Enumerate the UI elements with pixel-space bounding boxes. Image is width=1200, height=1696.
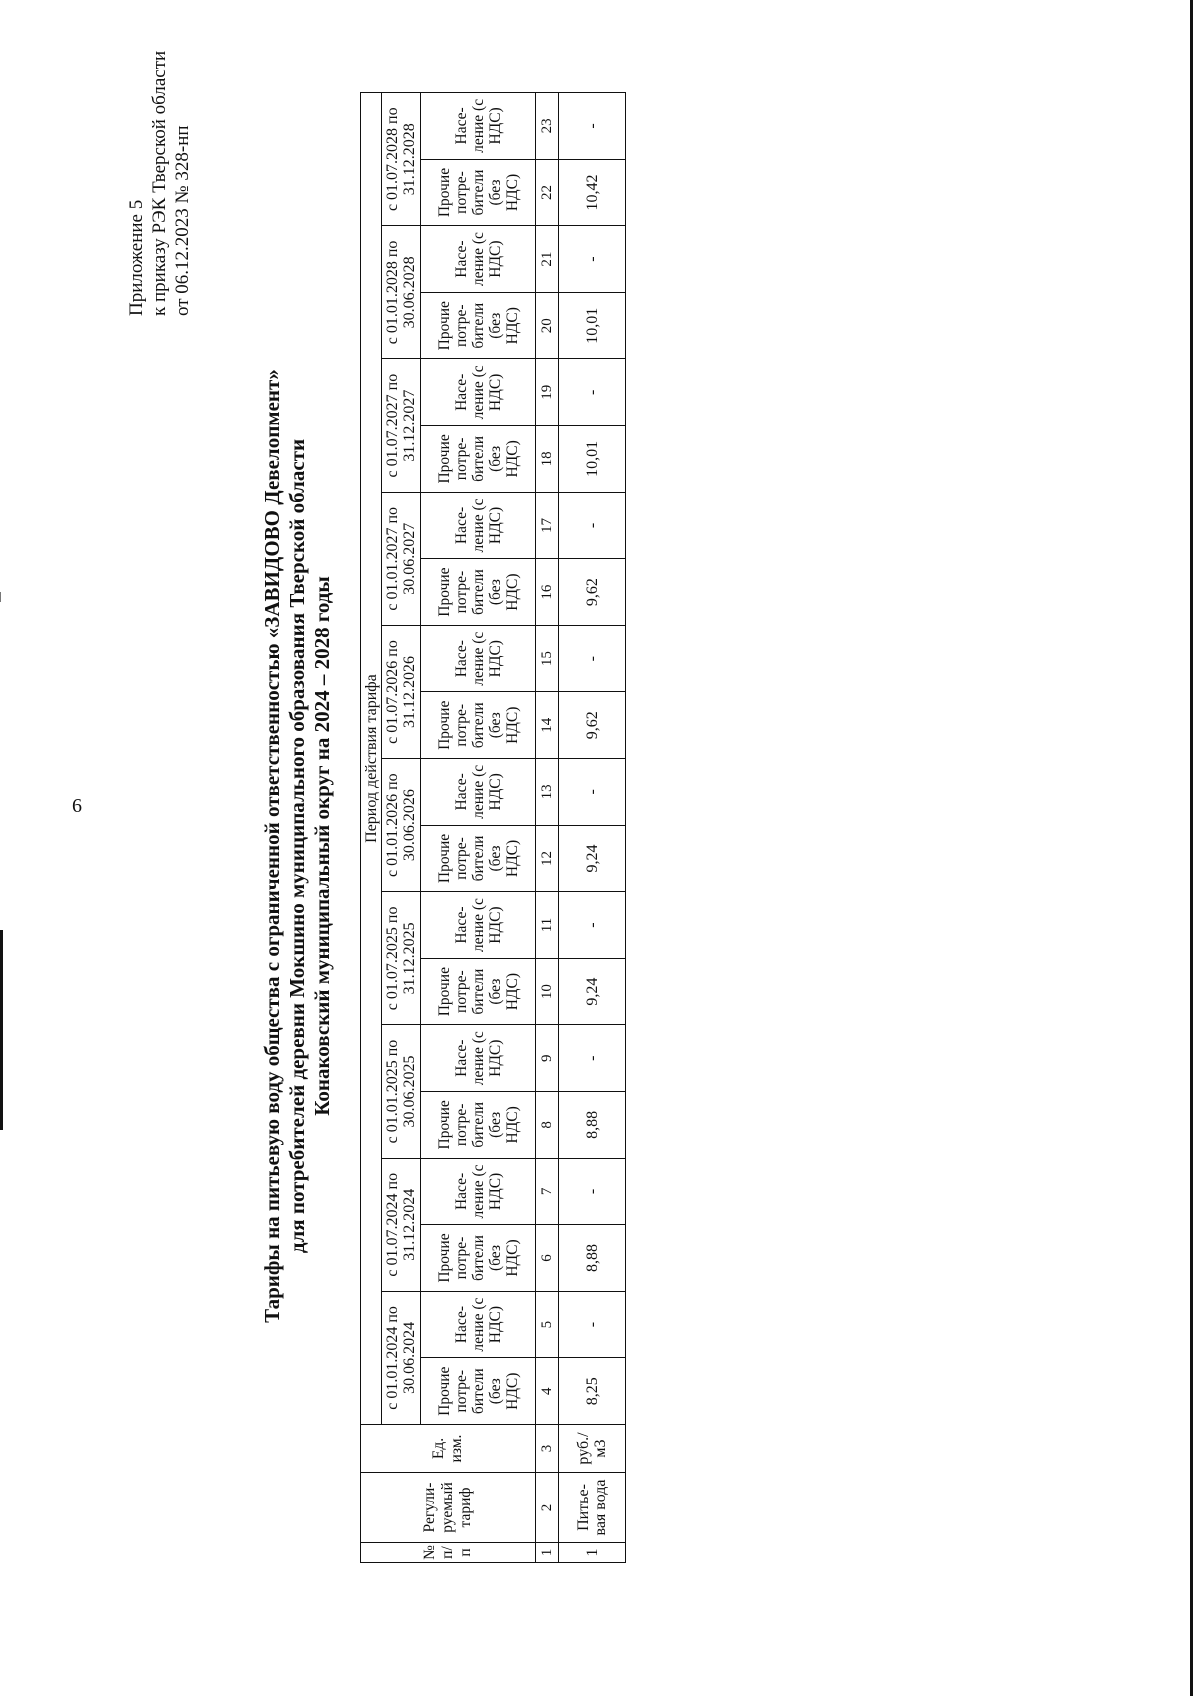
- document-title: [260, 136, 335, 1556]
- header-other-consumers: Прочие потре-бители (без НДС): [421, 958, 536, 1025]
- tariff-value-cell: 9,24: [559, 825, 626, 892]
- period-range-header: с 01.01.2028 по 30.06.2028: [382, 226, 421, 359]
- appendix-line-2: к приказу РЭК Тверской области: [149, 50, 170, 316]
- tariff-value-cell: -: [559, 1025, 626, 1092]
- column-number-cell: 19: [536, 359, 559, 426]
- column-number-cell: 5: [536, 1291, 559, 1358]
- tariff-value-cell: 10,01: [559, 426, 626, 493]
- tariff-value-cell: -: [559, 892, 626, 959]
- unit-cell: [559, 1425, 626, 1473]
- header-population: Насе-ление (с НДС): [421, 1291, 536, 1358]
- header-population: Насе-ление (с НДС): [421, 892, 536, 959]
- tariff-value-cell: 10,01: [559, 292, 626, 359]
- tariff-value-cell: 9,62: [559, 692, 626, 759]
- column-number-cell: 21: [536, 226, 559, 293]
- header-other-consumers: Прочие потре-бители (без НДС): [421, 1092, 536, 1159]
- header-unit: Ед. изм.: [361, 1425, 536, 1473]
- column-number-cell: 8: [536, 1092, 559, 1159]
- header-population: Насе-ление (с НДС): [421, 93, 536, 160]
- period-range-header: с 01.07.2028 по 31.12.2028: [382, 93, 421, 226]
- column-number-cell: 15: [536, 625, 559, 692]
- header-population: Насе-ление (с НДС): [421, 492, 536, 559]
- column-number-cell: 2: [536, 1473, 559, 1543]
- column-number-cell: 20: [536, 292, 559, 359]
- header-population: Насе-ление (с НДС): [421, 359, 536, 426]
- tariff-value-cell: -: [559, 226, 626, 293]
- header-other-consumers: Прочие потре-бители (без НДС): [421, 159, 536, 226]
- column-number-cell: 11: [536, 892, 559, 959]
- tariff-value-cell: -: [559, 1158, 626, 1225]
- column-number-cell: 3: [536, 1425, 559, 1473]
- column-number-cell: 17: [536, 492, 559, 559]
- column-number-cell: 12: [536, 825, 559, 892]
- period-range-header: с 01.01.2025 по 30.06.2025: [382, 1025, 421, 1158]
- column-number-cell: 7: [536, 1158, 559, 1225]
- header-other-consumers: Прочие потре-бители (без НДС): [421, 825, 536, 892]
- tariff-value-cell: -: [559, 759, 626, 826]
- regulated-tariff-cell: Питье-вая вода: [559, 1473, 626, 1543]
- appendix-line-1: Приложение 5: [126, 199, 147, 316]
- row-number-cell: 1: [559, 1543, 626, 1563]
- header-other-consumers: Прочие потре-бители (без НДС): [421, 692, 536, 759]
- period-range-header: с 01.07.2026 по 31.12.2026: [382, 625, 421, 758]
- header-population: Насе-ление (с НДС): [421, 1158, 536, 1225]
- tariff-value-cell: -: [559, 1291, 626, 1358]
- period-range-header: с 01.07.2027 по 31.12.2027: [382, 359, 421, 492]
- tariff-value-cell: 10,42: [559, 159, 626, 226]
- header-tariff-period: Период действия тарифа: [361, 93, 382, 1425]
- title-line-3: Конаковский муниципальный округ на 2024 – 2028 годы: [310, 576, 334, 1116]
- header-row-number: № п/п: [361, 1543, 536, 1563]
- unit-label: руб./м3: [575, 1432, 609, 1465]
- tariff-value-cell: -: [559, 359, 626, 426]
- header-other-consumers: Прочие потре-бители (без НДС): [421, 1225, 536, 1292]
- header-other-consumers: Прочие потре-бители (без НДС): [421, 559, 536, 626]
- tariff-value-cell: 8,25: [559, 1358, 626, 1425]
- appendix-line-3: от 06.12.2023 № 328-нп: [172, 125, 193, 316]
- period-range-header: с 01.07.2024 по 31.12.2024: [382, 1158, 421, 1291]
- period-range-header: с 01.07.2025 по 31.12.2025: [382, 892, 421, 1025]
- column-number-cell: 16: [536, 559, 559, 626]
- header-regulated-tariff: Регули-руемый тариф: [361, 1473, 536, 1543]
- tariff-value-cell: -: [559, 625, 626, 692]
- column-number-cell: 14: [536, 692, 559, 759]
- header-other-consumers: Прочие потре-бители (без НДС): [421, 426, 536, 493]
- header-population: Насе-ление (с НДС): [421, 1025, 536, 1092]
- column-number-cell: 1: [536, 1543, 559, 1563]
- tariff-value-cell: -: [559, 492, 626, 559]
- title-line-2: для потребителей деревни Мокшино муниципального образования Тверской области: [285, 438, 309, 1254]
- header-population: Насе-ление (с НДС): [421, 226, 536, 293]
- column-number-cell: 13: [536, 759, 559, 826]
- tariff-value-cell: 9,62: [559, 559, 626, 626]
- header-other-consumers: Прочие потре-бители (без НДС): [421, 292, 536, 359]
- column-number-cell: 22: [536, 159, 559, 226]
- period-range-header: с 01.01.2026 по 30.06.2026: [382, 759, 421, 892]
- column-number-cell: 18: [536, 426, 559, 493]
- header-population: Насе-ление (с НДС): [421, 759, 536, 826]
- header-population: Насе-ление (с НДС): [421, 625, 536, 692]
- tariff-value-cell: 8,88: [559, 1225, 626, 1292]
- header-other-consumers: Прочие потре-бители (без НДС): [421, 1358, 536, 1425]
- column-number-cell: 4: [536, 1358, 559, 1425]
- appendix-note: [125, 51, 194, 316]
- tariff-value-cell: 8,88: [559, 1092, 626, 1159]
- column-number-cell: 9: [536, 1025, 559, 1092]
- period-range-header: с 01.01.2027 по 30.06.2027: [382, 492, 421, 625]
- title-line-1: Тарифы на питьевую воду общества с ограниченной ответственностью «ЗАВИДОВО Девелопмент»: [260, 369, 284, 1323]
- column-number-cell: 23: [536, 93, 559, 160]
- tariff-table: [360, 92, 626, 1563]
- period-range-header: с 01.01.2024 по 30.06.2024: [382, 1291, 421, 1424]
- column-number-cell: 6: [536, 1225, 559, 1292]
- column-number-cell: 10: [536, 958, 559, 1025]
- tariff-value-cell: 9,24: [559, 958, 626, 1025]
- page-number: 6: [72, 795, 82, 817]
- tariff-value-cell: -: [559, 93, 626, 160]
